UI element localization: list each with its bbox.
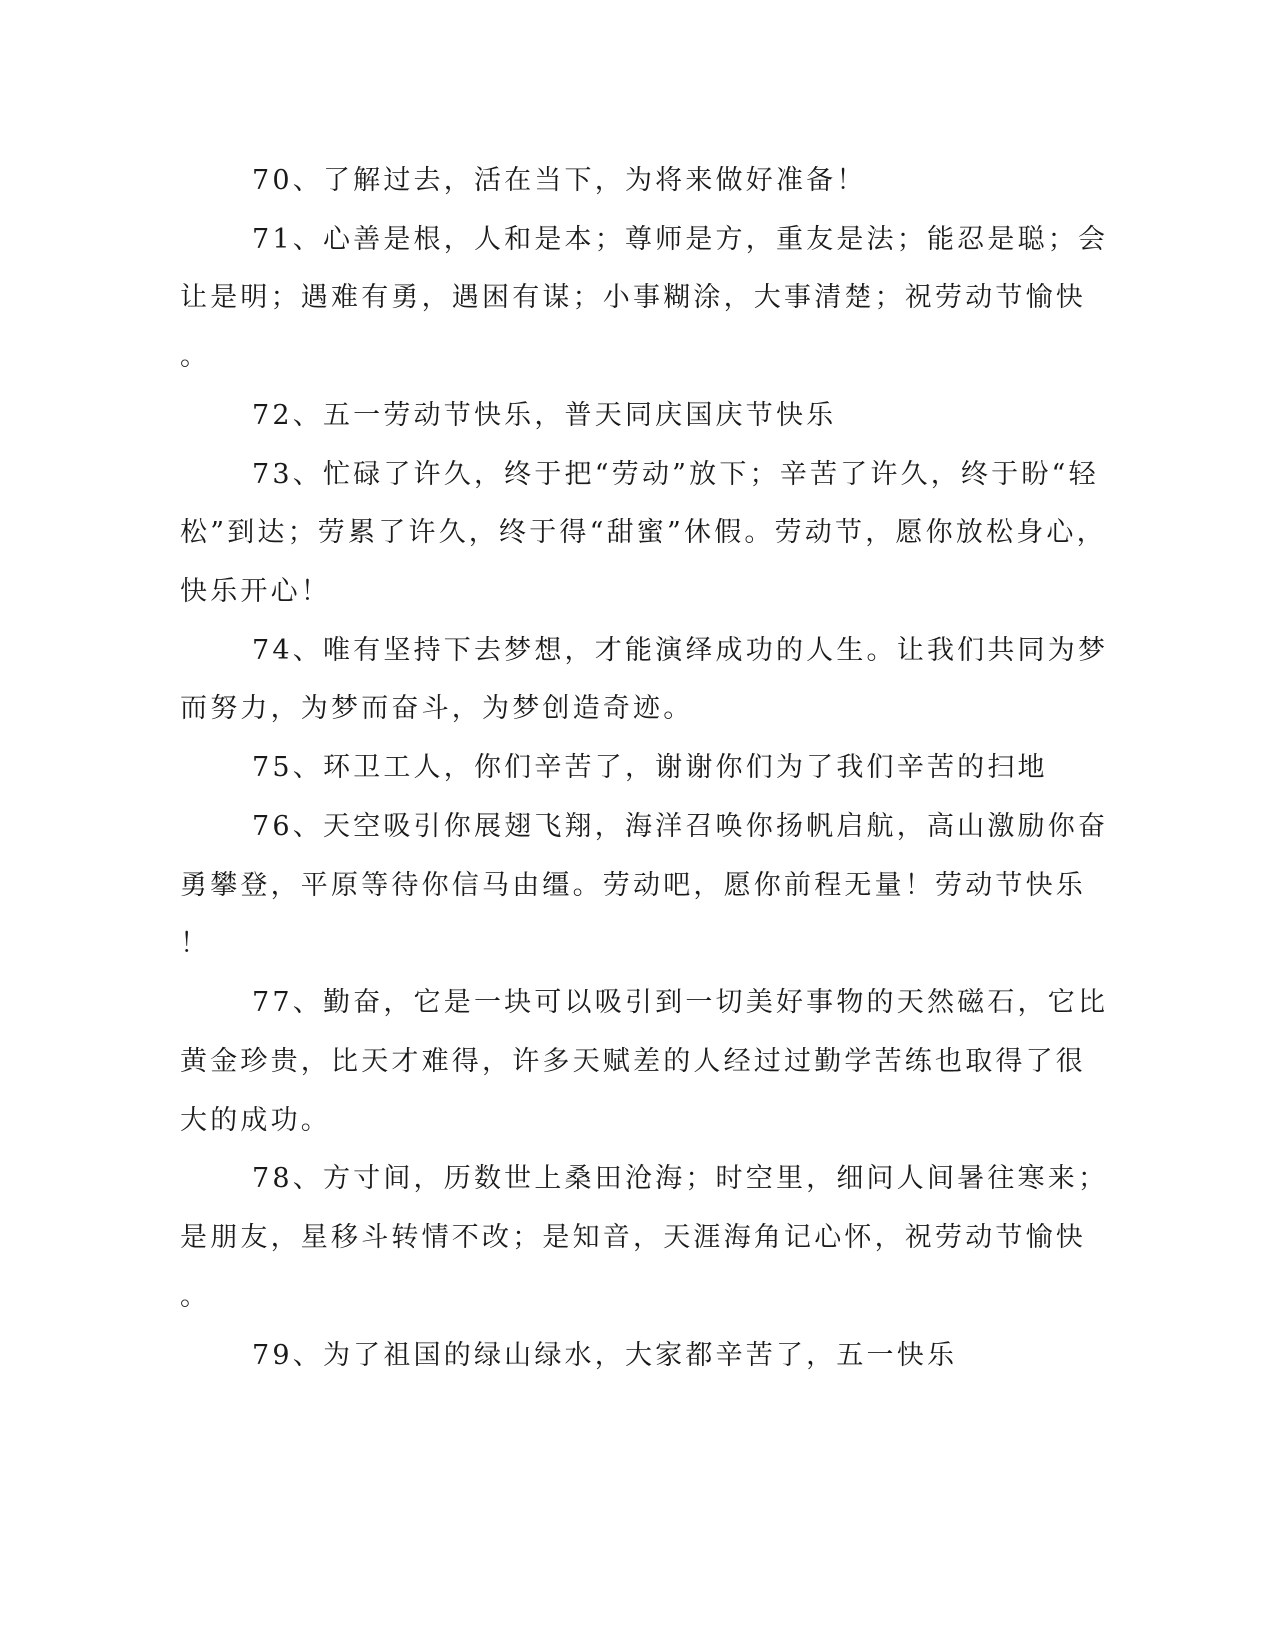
text-line-75: 75、环卫工人，你们辛苦了，谢谢你们为了我们辛苦的扫地 (252, 752, 1048, 783)
text-line-71-a: 71、心善是根，人和是本；尊师是方，重友是法；能忍是聪；会 (252, 224, 1109, 255)
text-line-77-a: 77、勤奋，它是一块可以吸引到一切美好事物的天然磁石，它比 (252, 987, 1109, 1018)
text-line-78-a: 78、方寸间，历数世上桑田沧海；时空里，细问人间暑往寒来； (252, 1163, 1109, 1194)
text-line-71-c: 。 (180, 341, 211, 372)
text-line-74-b: 而努力，为梦而奋斗，为梦创造奇迹。 (180, 693, 694, 724)
text-line-70: 70、了解过去，活在当下，为将来做好准备！ (252, 165, 867, 196)
text-line-76-b: 勇攀登，平原等待你信马由缰。劳动吧，愿你前程无量！劳动节快乐 (180, 870, 1086, 901)
text-line-77-b: 黄金珍贵，比天才难得，许多天赋差的人经过过勤学苦练也取得了很 (180, 1046, 1086, 1077)
text-line-77-c: 大的成功。 (180, 1105, 331, 1136)
text-line-73-c: 快乐开心！ (180, 576, 331, 607)
text-line-76-a: 76、天空吸引你展翅飞翔，海洋召唤你扬帆启航，高山激励你奋 (252, 811, 1109, 842)
text-line-78-b: 是朋友，星移斗转情不改；是知音，天涯海角记心怀，祝劳动节愉快 (180, 1222, 1086, 1253)
text-line-73-b: 松”到达；劳累了许久，终于得“甜蜜”休假。劳动节，愿你放松身心， (180, 517, 1107, 548)
text-line-76-c: ！ (180, 928, 211, 959)
text-line-74-a: 74、唯有坚持下去梦想，才能演绎成功的人生。让我们共同为梦 (252, 635, 1109, 666)
text-line-72: 72、五一劳动节快乐，普天同庆国庆节快乐 (252, 400, 837, 431)
text-line-79: 79、为了祖国的绿山绿水，大家都辛苦了，五一快乐 (252, 1340, 958, 1371)
text-line-78-c: 。 (180, 1281, 211, 1312)
text-line-73-a: 73、忙碌了许久，终于把“劳动”放下；辛苦了许久，终于盼“轻 (252, 459, 1099, 490)
text-line-71-b: 让是明；遇难有勇，遇困有谋；小事糊涂，大事清楚；祝劳动节愉快 (180, 282, 1086, 313)
